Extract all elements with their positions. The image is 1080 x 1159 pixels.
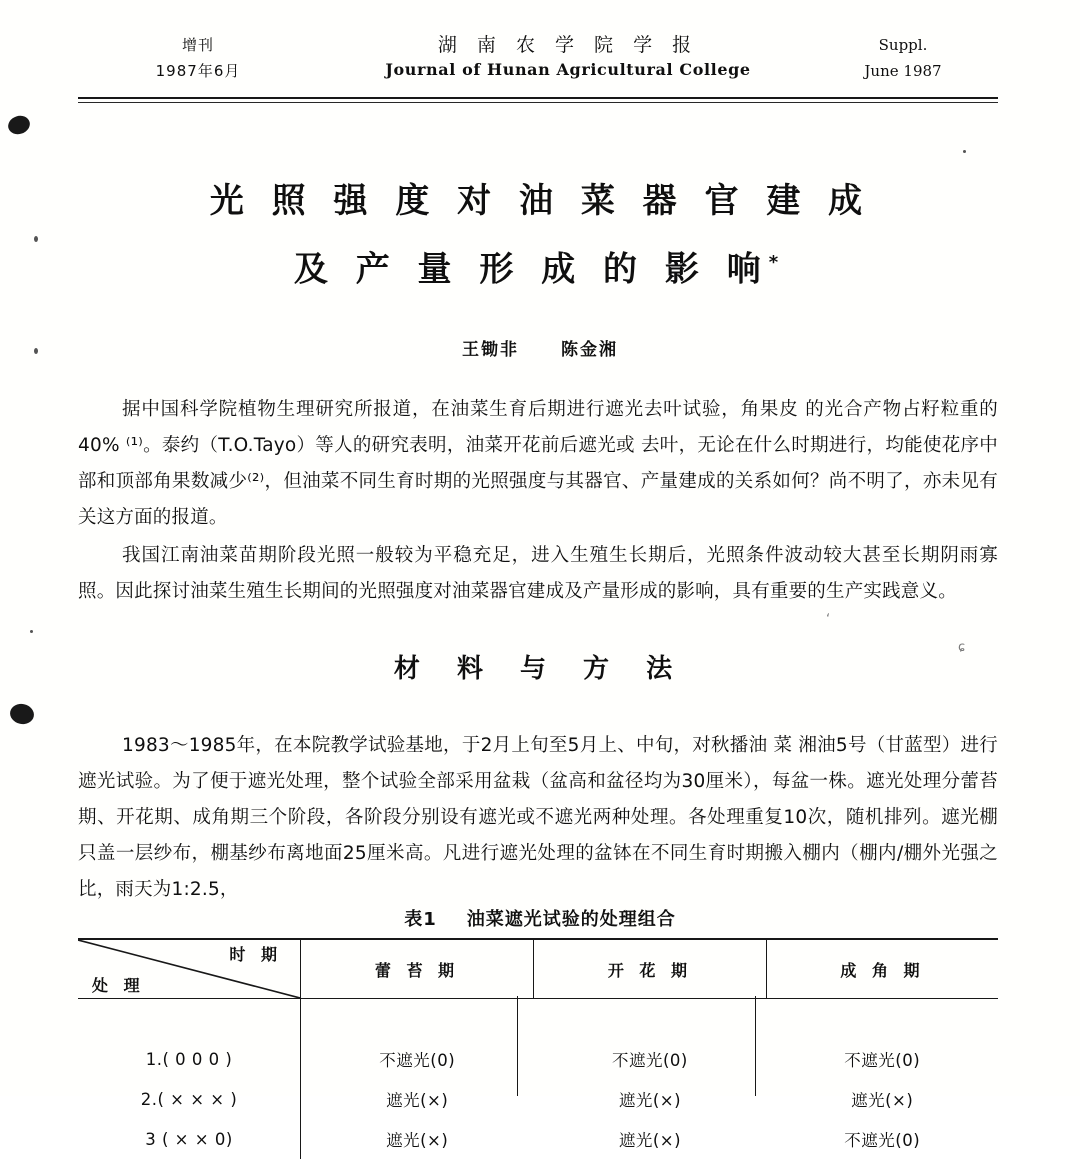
table-row (78, 1039, 998, 1079)
corner-label-time: 时 期 (229, 945, 282, 964)
row-cell: 遮光(×) (851, 1091, 914, 1110)
table-row (78, 1079, 998, 1119)
row-cell: 遮光(×) (618, 1091, 682, 1110)
scan-artifact-speck (34, 236, 38, 242)
masthead-rule-thin (78, 102, 998, 103)
table-spacer-row (78, 999, 998, 1040)
treatment-combination-table (78, 938, 998, 1159)
table-col-header: 开 花 期 (533, 939, 766, 999)
scan-artifact-mark: ɕ (958, 640, 966, 655)
author-line (0, 335, 1080, 360)
masthead-left (108, 32, 288, 84)
row-cell: 不遮光(0) (844, 1051, 921, 1070)
row-treatment-label: 3 ( × × 0) (78, 1119, 301, 1159)
scan-artifact-blob (8, 702, 36, 727)
table-vertical-rule (300, 996, 301, 1096)
issue-date-cn: 1987年6月 (155, 62, 241, 80)
table-vertical-rule (517, 996, 518, 1096)
scan-artifact-speck (963, 150, 966, 153)
intro-body (78, 392, 998, 612)
table-corner-cell (78, 939, 301, 999)
row-cell: 不遮光(0) (611, 1051, 688, 1070)
scan-artifact-speck (30, 630, 33, 633)
row-cell: 不遮光(0) (379, 1051, 456, 1070)
paragraph: 我国江南油菜苗期阶段光照一般较为平稳充足，进入生殖生长期后，光照条件波动较大甚至长期阴雨寡照。因此探讨油菜生殖生长期间的光照强度对油菜器官建成及产量形成的影响，具有重要的生产实践意义。 (78, 545, 998, 602)
methods-body (78, 728, 998, 908)
row-cell: 遮光(×) (618, 1131, 682, 1150)
title-line-2: 及 产 量 形 成 的 影 响 (293, 249, 769, 290)
table-number: 表1 (404, 909, 437, 930)
row-cell: 遮光(×) (386, 1091, 449, 1110)
journal-title-en: Journal of Hunan Agricultural College (385, 60, 751, 79)
corner-label-treatment: 处 理 (92, 976, 145, 995)
table-title: 油菜遮光试验的处理组合 (466, 909, 676, 930)
title-footnote-mark: * (768, 252, 787, 273)
row-treatment-label: 2.( × × × ) (78, 1079, 301, 1119)
journal-title-cn: 湖 南 农 学 院 学 报 (437, 34, 699, 56)
row-cell: 遮光(×) (386, 1131, 449, 1150)
issue-supplement-en: Suppl. (878, 36, 928, 54)
masthead-center (333, 32, 803, 82)
issue-date-en: June 1987 (864, 62, 942, 80)
row-cell: 不遮光(0) (844, 1131, 921, 1150)
author-1: 王锄非 (462, 340, 519, 360)
table-header-row (78, 939, 998, 999)
masthead-right (808, 32, 998, 84)
paragraph: 1983～1985年，在本院教学试验基地，于2月上旬至5月上、中旬，对秋播油 菜 湘油5号（甘蓝型）进行遮光试验。为了便于遮光处理，整个试验全部采用盆栽（盆高和盆径均为30厘米），每盆一株。遮光处理分蕾苔期、开花期、成角期三个阶段，各阶段分别设有遮光或不遮光两种处理。各处理重复10次，随机排列。遮光棚只盖一层纱布，棚基纱布离地面25厘米高。凡进行遮光处理的盆钵在不同生育时期搬入棚内（棚内/棚外光强之比，雨天为1:2.5， (78, 735, 998, 900)
masthead (78, 32, 998, 94)
scan-artifact-mark: ʻ (826, 612, 831, 627)
masthead-rule-thick (78, 97, 998, 99)
table-row (78, 1119, 998, 1159)
scan-artifact-speck (34, 348, 38, 354)
title-line-2-wrap (0, 232, 1080, 300)
section-heading-materials-methods: 材 料 与 方 法 (393, 654, 687, 684)
issue-supplement: 增刊 (181, 36, 214, 54)
table-col-header: 成 角 期 (766, 939, 998, 999)
row-treatment-label: 1.( 0 0 0 ) (78, 1039, 301, 1079)
page-title (0, 170, 1080, 300)
author-2: 陈金湘 (561, 340, 618, 360)
scan-artifact-blob (6, 113, 32, 137)
paragraph: 据中国科学院植物生理研究所报道，在油菜生育后期进行遮光去叶试验，角果皮 的光合产物占籽粒重的40% ⁽¹⁾。泰约（T.O.Tayo）等人的研究表明，油菜开花前后遮光或 去叶，无论在什么时期进行，均能使花序中部和顶部角果数减少⁽²⁾，但油菜不同生育时期的光照强度与其器官、产量建成的关系如何？尚不明了，亦未见有关这方面的报道。 (78, 399, 998, 528)
table-vertical-rule (755, 996, 756, 1096)
title-line-1: 光 照 强 度 对 油 菜 器 官 建 成 (209, 181, 871, 221)
table-col-header: 蕾 苔 期 (301, 939, 534, 999)
table-caption (0, 905, 1080, 931)
